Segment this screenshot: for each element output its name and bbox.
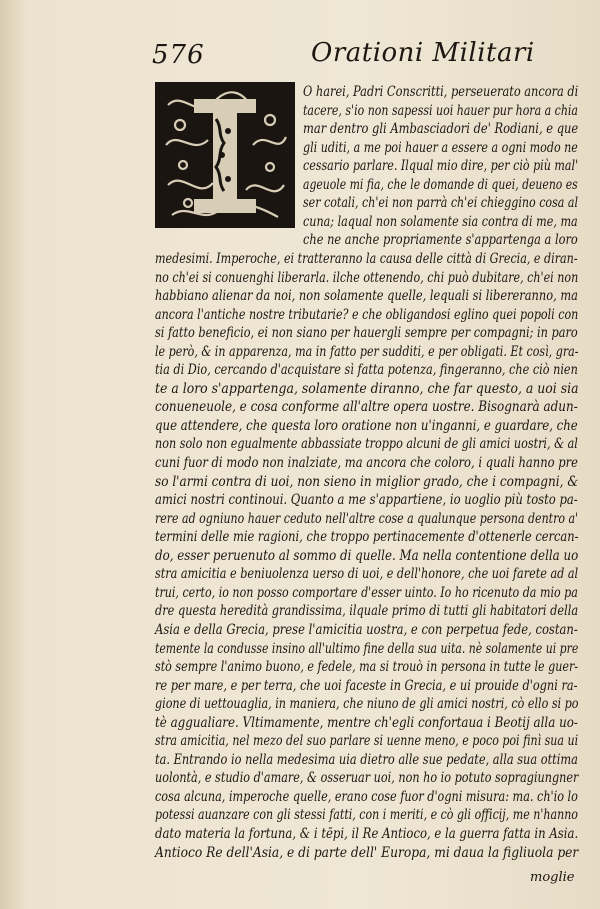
text-line: che ne anche propriamente s'appartenga a loro xyxy=(303,232,578,249)
text-line: no ch'ei si conuenghi liberarla. ilche ottenendo, chi può dubitare, ch'ei non xyxy=(155,269,579,286)
text-line: so l'armi contra di uoi, non sieno in miglior grado, che i compagni, & xyxy=(155,473,579,490)
text-line: medesimi. Imperoche, ei tratteranno la causa delle città di Grecia, e diran- xyxy=(155,250,578,267)
text-line: termini delle mie ragioni, che troppo pertinacemente d'ottenerle cercan- xyxy=(155,529,579,546)
text-line: habbiano alienar da noi, non solamente quelle, lequali si libereranno, ma xyxy=(155,288,578,305)
text-line: Antioco Re dell'Asia, e di parte dell' Europa, mi daua la figliuola per xyxy=(155,844,579,861)
page-number: 576 xyxy=(152,40,205,70)
running-head: Orationi Militari xyxy=(311,38,535,68)
text-line: dre questa heredità grandissima, ilquale primo di tutti gli habitatori della xyxy=(155,603,579,620)
text-line: re per mare, e per terra, che uoi faceste in Grecia, e ui prouide d'ogni ra- xyxy=(155,677,578,694)
text-line: te a loro s'appartenga, solamente diranno, che far questo, a uoi sia xyxy=(155,380,579,397)
text-line: mar dentro gli Ambasciadori de' Rodiani, e que xyxy=(303,121,579,138)
text-line: temente la condusse insino all'ultimo fine della sua uita. nè solamente ui pre xyxy=(155,640,579,657)
text-line: gli uditi, a me poi hauer a essere a ogni modo ne xyxy=(303,139,578,156)
text-line: cessario parlare. Ilqual mio dire, per ciò più mal' xyxy=(303,158,579,175)
text-line: gione di uettouaglia, in maniera, che niuno de gli amici nostri, cò ello si po xyxy=(155,696,579,713)
text-line: si fatto beneficio, ei non siano per hauergli sempre per compagni; in paro xyxy=(155,325,578,342)
text-line: cosa alcuna, imperoche quelle, erano cose fuor d'ogni misura: ma. ch'io lo xyxy=(155,788,578,805)
text-line: cuni fuor di modo non inalziate, ma ancora che coloro, i quali hanno pre xyxy=(155,455,578,471)
text-line: conueneuole, e cosa conforme all'altre opera uostre. Bisognarà adun- xyxy=(155,399,578,416)
text-line: trui, certo, io non posso comportare d'esser uinto. Io ho ricenuto da mio pa xyxy=(155,584,578,601)
text-line: ancora l'antiche nostre tributarie? e che obligandosi eglino quei popoli con xyxy=(155,306,579,323)
text-line: potessi auanzare con gli stessi fatti, con i meriti, e cò gli officij, me n'hanno xyxy=(155,807,578,824)
text-line: do, esser peruenuto al sommo di quelle. Ma nella contentione della uo xyxy=(155,547,579,564)
text-line: O harei, Padri Conscritti, perseuerato ancora di xyxy=(303,84,579,100)
text-line: Asia e della Grecia, prese l'amicitia uostra, e con perpetua fede, costan- xyxy=(155,621,578,638)
ornamental-initial-icon xyxy=(155,82,295,228)
text-line: rere ad ogniuno hauer ceduto nell'altre cose a qualunque persona dentro a' xyxy=(155,510,579,527)
text-line: tacere, s'io non sapessi uoi hauer pur hora a chia xyxy=(303,102,578,119)
text-line: tè aggualiare. Vltimamente, mentre ch'egli confortaua i Beotij alla uo- xyxy=(155,714,578,731)
text-line: ageuole mi fia, che le domande di quei, deueno es xyxy=(303,176,578,193)
text-line: stò sempre l'animo buono, e fedele, ma si trouò in persona in tutte le guer- xyxy=(155,659,579,676)
text-line: le però, & in apparenza, ma in fatto per sudditi, e per obligati. Et così, gra- xyxy=(155,343,579,360)
text-line: cuna; laqual non solamente sia contra di me, ma xyxy=(303,213,578,230)
text-line: stra amicitia, nel mezo del suo parlare si uenne meno, e poco poi finì sua ui xyxy=(155,733,579,750)
text-line: ser cotali, ch'ei non parrà ch'ei chieggino cosa al xyxy=(303,195,579,212)
text-line: uolontà, e studio d'amare, & osseruar uoi, non ho io potuto sopragiungner xyxy=(155,770,579,787)
catchword: moglie xyxy=(530,870,575,885)
text-line: dato materia la fortuna, & i tēpi, il Re Antioco, e la guerra fatta in Asia. xyxy=(155,826,579,842)
text-line: tia di Dio, cercando d'acquistare sì fatta potenza, fingeranno, che ciò nien xyxy=(155,362,578,379)
text-line: stra amicitia e beniuolenza uerso di uoi, e dell'honore, che uoi farete ad al xyxy=(155,566,579,583)
text-line: que attendere, che questa loro oratione non u'inganni, e guardare, che xyxy=(155,417,578,434)
text-line: non solo non egualmente abbassiate troppo alcuni de gli amici uostri, & al xyxy=(155,436,578,453)
text-line: ta. Entrando io nella medesima uia dietro alle sue pedate, alla sua ottima xyxy=(155,751,578,768)
text-line: amici nostri continoui. Quanto a me s'appartiene, io uoglio più tosto pa- xyxy=(155,492,578,509)
